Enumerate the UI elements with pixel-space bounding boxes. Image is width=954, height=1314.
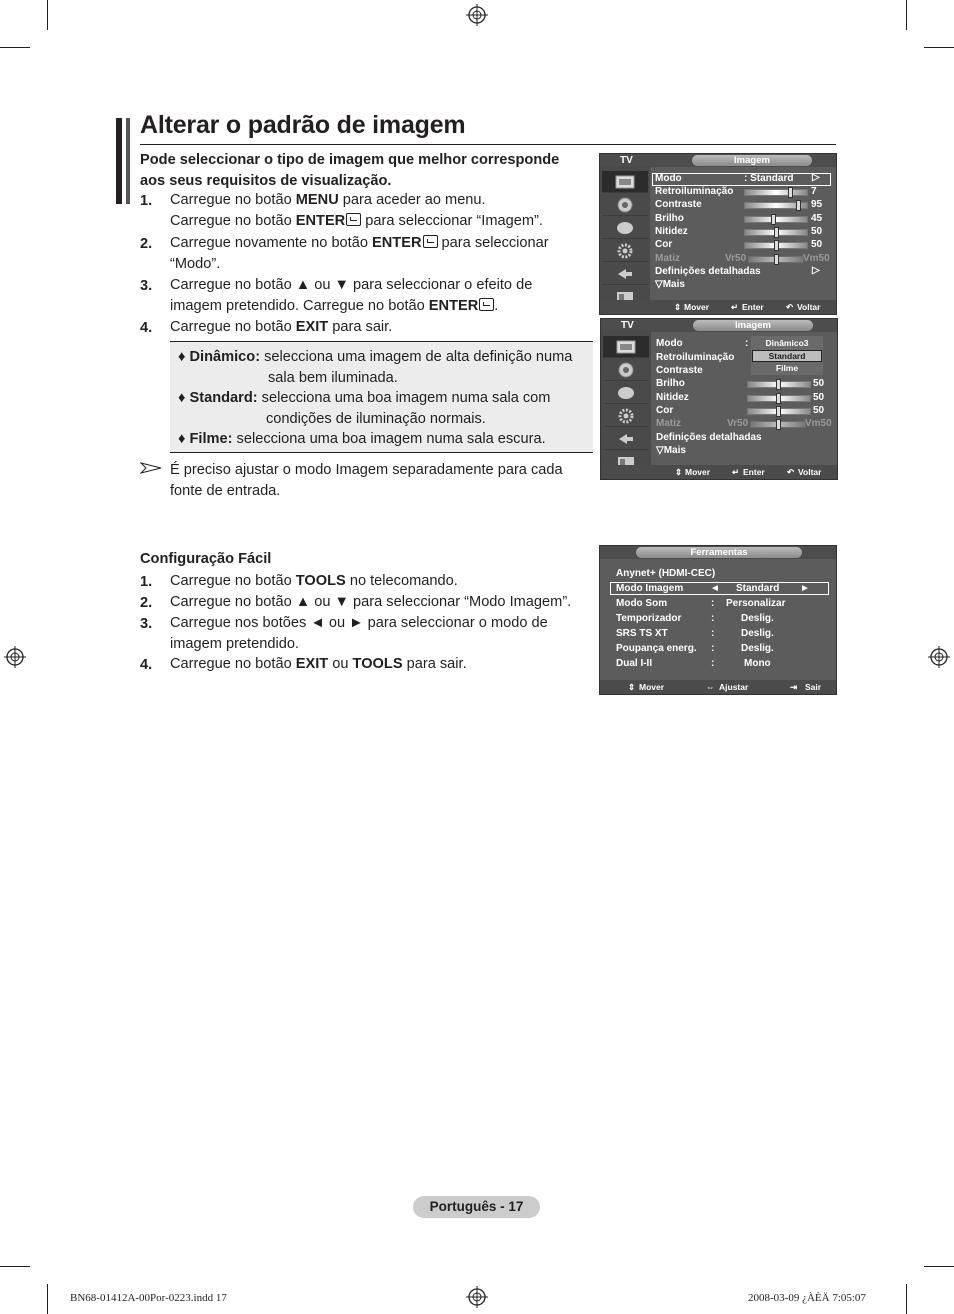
step-number: 3. xyxy=(140,616,153,632)
osd-source-label: TV xyxy=(620,155,633,166)
step-number: 4. xyxy=(140,657,153,673)
step-1-text: Carregue no botão MENU para aceder ao menu. Carregue no botão ENTER para seleccionar “Imagem”. xyxy=(170,192,543,229)
channel-icon[interactable] xyxy=(603,382,649,404)
dropdown-option[interactable]: Filme xyxy=(775,363,799,373)
step-number: 1. xyxy=(140,193,153,209)
step-number: 1. xyxy=(140,574,153,590)
enter-icon: ↵ xyxy=(731,302,739,312)
tools-sep: : xyxy=(711,658,715,669)
tools-sep: : xyxy=(711,628,715,639)
osd-row-tint[interactable]: Matiz xyxy=(655,253,680,264)
tools-sep: : xyxy=(711,598,715,609)
osd-row-more[interactable]: ▽Mais xyxy=(655,279,685,290)
osd-row-more[interactable]: ▽Mais xyxy=(656,445,686,456)
osd-value: 50 xyxy=(813,392,825,403)
arrow-left-icon[interactable]: ◄ xyxy=(710,583,720,594)
step-number: 2. xyxy=(140,595,153,611)
osd-value: : Standard xyxy=(744,173,794,184)
osd-slider-knob[interactable] xyxy=(774,240,779,251)
osd-slider-knob[interactable] xyxy=(776,379,781,390)
tools-value: Personalizar xyxy=(726,598,786,609)
input-icon[interactable] xyxy=(603,428,649,450)
osd-value: 50 xyxy=(811,239,823,250)
tools-value: Mono xyxy=(744,658,771,669)
arrow-right-icon[interactable]: ► xyxy=(800,583,810,594)
osd-picture-menu xyxy=(599,153,837,315)
easy-step-1: Carregue no botão TOOLS no telecomando. xyxy=(170,573,458,589)
setup-gear-icon[interactable] xyxy=(602,240,648,262)
osd-slider-knob[interactable] xyxy=(796,200,801,211)
osd-value: 45 xyxy=(811,213,823,224)
osd-menu-title: Imagem xyxy=(692,155,812,166)
tools-row-sound-mode[interactable]: Modo Som xyxy=(616,598,668,609)
osd-slider-knob[interactable] xyxy=(776,406,781,417)
osd-value: 50 xyxy=(811,226,823,237)
osd-picture-mode-menu xyxy=(600,318,838,480)
osd-header xyxy=(600,546,836,559)
osd-slider-knob[interactable] xyxy=(774,227,779,238)
footer-back: Voltar xyxy=(798,467,822,477)
osd-value: 7 xyxy=(811,186,817,197)
move-icon: ⇕ xyxy=(674,302,682,312)
osd-row-backlight[interactable]: Retroiluminação xyxy=(656,352,735,363)
return-icon: ↶ xyxy=(786,302,794,312)
registration-mark-icon xyxy=(466,1286,488,1308)
osd-row-tint[interactable]: Matiz xyxy=(656,418,681,429)
osd-value: Vm50 xyxy=(805,418,832,429)
osd-slider-knob[interactable] xyxy=(771,214,776,225)
registration-mark-icon xyxy=(466,4,488,26)
easy-step-4: Carregue no botão EXIT ou TOOLS para sair. xyxy=(170,656,467,672)
osd-row-mode[interactable]: Modo xyxy=(655,173,682,184)
dropdown-option[interactable]: Dinâmico3 xyxy=(765,338,809,348)
input-icon[interactable] xyxy=(602,263,648,285)
move-icon: ⇕ xyxy=(675,467,683,477)
channel-icon[interactable] xyxy=(602,217,648,239)
tools-value: Standard xyxy=(736,583,780,594)
osd-slider[interactable] xyxy=(744,189,808,196)
tools-row-sleep-timer[interactable]: Temporizador xyxy=(616,613,682,624)
osd-value: 50 xyxy=(813,405,825,416)
title-rule xyxy=(140,144,836,145)
osd-tools-menu xyxy=(599,545,837,695)
adjust-icon: ⇔ xyxy=(706,682,715,692)
title-side-bar xyxy=(116,118,122,204)
osd-value: Vr50 xyxy=(725,253,747,264)
footer-enter: Enter xyxy=(743,467,765,477)
crop-mark xyxy=(0,47,30,48)
footer-back: Voltar xyxy=(797,302,821,312)
step-3-text: Carregue no botão ▲ ou ▼ para seleccionar o efeito de imagem pretendido. Carregue no botão ENTER . xyxy=(170,277,533,314)
crop-mark xyxy=(47,0,48,30)
setup-gear-icon[interactable] xyxy=(603,405,649,427)
osd-value: : xyxy=(745,338,749,349)
sound-icon[interactable] xyxy=(602,194,648,216)
tools-row-picture-mode[interactable]: Modo Imagem xyxy=(616,583,684,594)
osd-row-mode[interactable]: Modo xyxy=(656,338,683,349)
tools-value: Deslig. xyxy=(741,628,774,639)
arrow-right-icon: ▷ xyxy=(812,265,820,276)
osd-row-brightness[interactable]: Brilho xyxy=(656,378,685,389)
tools-sep: : xyxy=(711,613,715,624)
osd-footer xyxy=(601,465,837,479)
return-icon: ↶ xyxy=(787,467,795,477)
osd-row-brightness[interactable]: Brilho xyxy=(655,213,684,224)
tools-row-srs[interactable]: SRS TS XT xyxy=(616,628,668,639)
osd-slider-knob xyxy=(774,254,779,265)
easy-step-3: Carregue nos botões ◄ ou ► para seleccionar o modo de imagem pretendido. xyxy=(170,615,548,652)
step-number: 3. xyxy=(140,278,153,294)
osd-row-contrast[interactable]: Contraste xyxy=(655,199,702,210)
footer-adjust: Ajustar xyxy=(719,682,749,692)
osd-footer xyxy=(600,300,836,314)
enter-icon xyxy=(346,213,361,226)
crop-mark xyxy=(0,1266,30,1267)
crop-mark xyxy=(924,47,954,48)
footer-exit: Sair xyxy=(805,682,822,692)
crop-mark xyxy=(906,0,907,30)
osd-value: 50 xyxy=(813,378,825,389)
osd-row-detailed-settings[interactable]: Definições detalhadas xyxy=(656,432,762,443)
easy-setting-title: Configuração Fácil xyxy=(140,551,272,567)
footer-enter: Enter xyxy=(742,302,764,312)
tools-row-dual[interactable]: Dual I-II xyxy=(616,658,653,669)
osd-slider-knob[interactable] xyxy=(788,187,793,198)
enter-icon xyxy=(423,235,438,248)
enter-icon xyxy=(479,298,494,311)
footer-move: Mover xyxy=(639,682,665,692)
osd-sidebar xyxy=(601,331,651,465)
intro-text: Pode seleccionar o tipo de imagem que melhor corresponde aos seus requisitos de visualização. xyxy=(140,152,560,189)
osd-sidebar xyxy=(600,166,650,300)
step-4-text: Carregue no botão EXIT para sair. xyxy=(170,319,393,335)
osd-menu-title: Imagem xyxy=(693,320,813,331)
print-meta-left: BN68-01412A-00Por-0223.indd 17 xyxy=(70,1292,227,1304)
note-arrow-icon xyxy=(140,462,162,474)
osd-row-detailed-settings[interactable]: Definições detalhadas xyxy=(655,266,761,277)
osd-value: Vm50 xyxy=(803,253,830,264)
arrow-right-icon: ▷ xyxy=(812,172,820,183)
registration-mark-icon xyxy=(928,646,950,668)
osd-row-color[interactable]: Cor xyxy=(656,405,674,416)
title-side-bar xyxy=(126,118,130,204)
mode-dropdown[interactable] xyxy=(751,336,823,375)
exit-icon: ⇥ xyxy=(790,682,798,692)
dropdown-option-selected[interactable]: Standard xyxy=(752,350,822,362)
osd-slider-knob[interactable] xyxy=(776,393,781,404)
footer-move: Mover xyxy=(685,467,711,477)
footer-move: Mover xyxy=(684,302,710,312)
crop-mark xyxy=(906,1284,907,1314)
easy-step-2: Carregue no botão ▲ ou ▼ para seleccionar “Modo Imagem”. xyxy=(170,594,572,610)
osd-row-sharpness[interactable]: Nitidez xyxy=(655,226,688,237)
osd-menu-title: Ferramentas xyxy=(636,547,802,558)
tools-row-anynet[interactable]: Anynet+ (HDMI-CEC) xyxy=(616,568,716,579)
tools-value: Deslig. xyxy=(741,613,774,624)
note-text: É preciso ajustar o modo Imagem separadamente para cada fonte de entrada. xyxy=(170,462,563,499)
osd-slider[interactable] xyxy=(744,216,808,223)
step-number: 2. xyxy=(140,236,153,252)
tools-value: Deslig. xyxy=(741,643,774,654)
mode-standard: ♦ Standard: selecciona uma boa imagem numa sala com condições de iluminação normais. xyxy=(178,390,551,427)
page-title: Alterar o padrão de imagem xyxy=(140,111,466,139)
osd-row-backlight[interactable]: Retroiluminação xyxy=(655,186,734,197)
osd-value: 95 xyxy=(811,199,823,210)
osd-row-color[interactable]: Cor xyxy=(655,239,673,250)
osd-row-contrast[interactable]: Contraste xyxy=(656,365,703,376)
mode-dynamic: ♦ Dinâmico: selecciona uma imagem de alta definição numa sala bem iluminada. xyxy=(178,349,573,386)
mode-film: ♦ Filme: selecciona uma boa imagem numa sala escura. xyxy=(178,431,546,447)
registration-mark-icon xyxy=(4,646,26,668)
crop-mark xyxy=(47,1284,48,1314)
sound-icon[interactable] xyxy=(603,359,649,381)
picture-icon[interactable] xyxy=(602,171,648,193)
picture-icon[interactable] xyxy=(603,336,649,358)
move-icon: ⇕ xyxy=(628,682,636,692)
enter-icon: ↵ xyxy=(732,467,740,477)
tools-sep: : xyxy=(711,643,715,654)
print-meta-right: 2008-03-09 ¿ÀÈÄ 7:05:07 xyxy=(748,1292,866,1304)
osd-row-sharpness[interactable]: Nitidez xyxy=(656,392,689,403)
page-number-badge: Português - 17 xyxy=(413,1196,540,1218)
osd-value: Vr50 xyxy=(727,418,749,429)
osd-footer xyxy=(600,680,836,694)
osd-source-label: TV xyxy=(621,320,634,331)
tools-row-energy[interactable]: Poupança energ. xyxy=(616,643,697,654)
step-number: 4. xyxy=(140,320,153,336)
step-2-text: Carregue novamente no botão ENTER para seleccionar “Modo”. xyxy=(170,235,549,272)
crop-mark xyxy=(924,1266,954,1267)
osd-slider-knob xyxy=(776,419,781,430)
